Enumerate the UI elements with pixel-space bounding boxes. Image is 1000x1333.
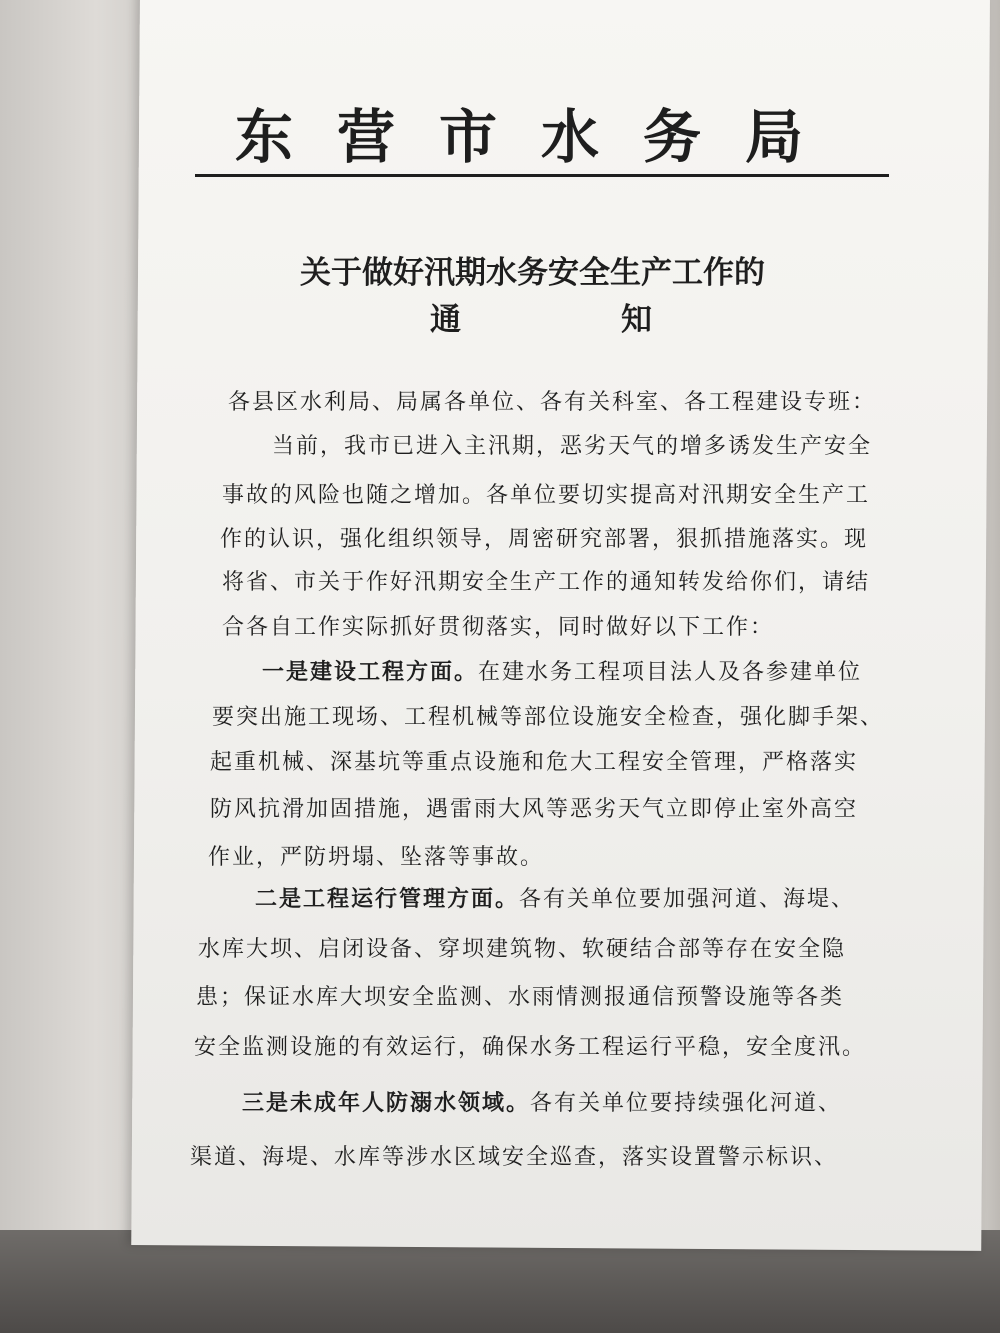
paragraph-line: 防风抗滑加固措施，遇雷雨大风等恶劣天气立即停止室外高空 — [210, 797, 859, 822]
paragraph-line: 作的认识，强化组织领导，周密研究部署，狠抓措施落实。现 — [220, 527, 869, 552]
section-2-first-line — [255, 882, 855, 913]
document-subtitle: 通知 — [430, 302, 812, 338]
paragraph-line: 患；保证水库大坝安全监测、水雨情测报通信预警设施等各类 — [196, 985, 845, 1010]
paragraph-line: 当前，我市已进入主汛期，恶劣天气的增多诱发生产安全 — [272, 434, 873, 459]
paragraph-line: 作业，严防坍塌、坠落等事故。 — [208, 845, 545, 870]
section-1-first-text: 在建水务工程项目法人及各参建单位 — [478, 660, 863, 685]
document-title: 关于做好汛期水务安全生产工作的 — [300, 255, 765, 291]
paragraph-line: 渠道、海堤、水库等涉水区域安全巡查，落实设置警示标识、 — [190, 1145, 839, 1170]
header-divider — [195, 174, 889, 177]
section-3-heading: 三是未成年人防溺水领域。 — [242, 1090, 531, 1116]
paragraph-line: 事故的风险也随之增加。各单位要切实提高对汛期安全生产工 — [222, 483, 871, 508]
paragraph-line: 安全监测设施的有效运行，确保水务工程运行平稳，安全度汛。 — [194, 1035, 867, 1060]
section-1-heading: 一是建设工程方面。 — [262, 659, 479, 685]
agency-header: 东营市水务局 — [235, 103, 848, 171]
section-3-first-line — [242, 1086, 842, 1117]
section-2-heading: 二是工程运行管理方面。 — [255, 886, 520, 912]
paragraph-line: 要突出施工现场、工程机械等部位设施安全检查，强化脚手架、 — [212, 705, 885, 730]
paragraph-line: 合各自工作实际抓好贯彻落实，同时做好以下工作： — [222, 615, 775, 640]
section-2-first-text: 各有关单位要加强河道、海堤、 — [519, 887, 856, 912]
section-3-first-text: 各有关单位要持续强化河道、 — [530, 1091, 843, 1116]
section-1-first-line — [262, 655, 862, 686]
paragraph-line: 起重机械、深基坑等重点设施和危大工程安全管理，严格落实 — [210, 750, 859, 775]
addressee-line: 各县区水利局、局属各单位、各有关科室、各工程建设专班： — [228, 390, 877, 415]
paragraph-line: 将省、市关于作好汛期安全生产工作的通知转发给你们，请结 — [222, 570, 871, 595]
paragraph-line: 水库大坝、启闭设备、穿坝建筑物、软硬结合部等存在安全隐 — [198, 937, 847, 962]
